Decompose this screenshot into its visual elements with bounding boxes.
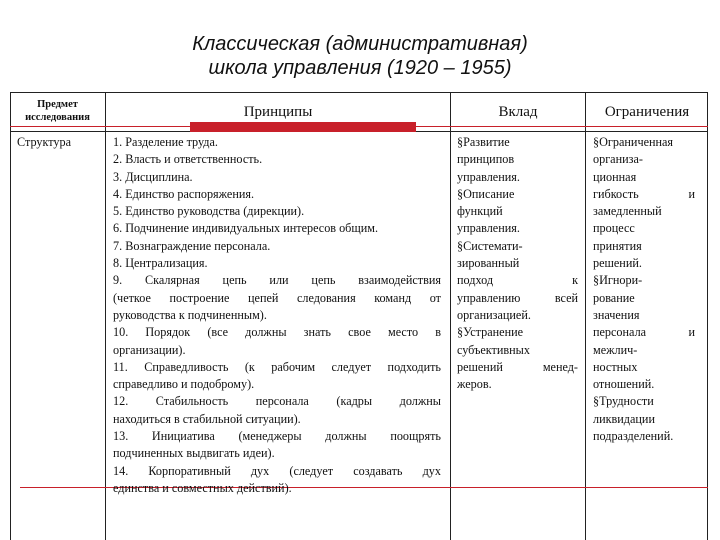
- contribution-line: управлению всей: [457, 290, 578, 305]
- principles-line: 4. Единство распоряжения.: [113, 186, 255, 201]
- red-accent-bar: [190, 122, 416, 132]
- principles-line: 7. Вознаграждение персонала.: [113, 238, 271, 253]
- limitations-line: персонала и: [593, 325, 695, 340]
- limitations-line: отношений.: [593, 377, 655, 392]
- limitations-line: рование: [593, 290, 635, 305]
- contribution-line: §Системати-: [457, 238, 523, 253]
- principles-line: 6. Подчинение индивидуальных интересов общим.: [113, 221, 379, 236]
- contribution-line: §Устранение: [457, 325, 524, 340]
- title-line-1: Классическая (административная): [192, 33, 528, 55]
- principles-line: 14. Корпоративный дух (следует создавать дух: [113, 463, 441, 478]
- header-principles: Принципы: [243, 104, 313, 120]
- limitations-line: принятия: [593, 238, 642, 253]
- principles-line: единства и совместных действий).: [113, 480, 292, 495]
- principles-line: 9. Скалярная цепь или цепь взаимодействия: [113, 273, 441, 288]
- limitations-line: межлич-: [593, 342, 638, 357]
- header-subject: Предмет исследования: [25, 99, 90, 123]
- limitations-line: подразделений.: [593, 429, 674, 444]
- principles-line: подчиненных выдвигать идеи).: [113, 446, 275, 461]
- principles-line: 10. Порядок (все должны знать свое место в: [113, 325, 441, 340]
- limitations-list: [593, 134, 695, 445]
- contribution-line: решений менед-: [457, 359, 578, 374]
- limitations-line: §Игнори-: [593, 273, 643, 288]
- limitations-line: ностных: [593, 359, 638, 374]
- principles-line: 8. Централизация.: [113, 256, 208, 271]
- contribution-line: управления.: [457, 169, 520, 184]
- column-divider-2: [450, 92, 451, 540]
- contribution-line: организацией.: [457, 307, 531, 322]
- column-divider-1: [105, 92, 106, 540]
- slide-title: [0, 32, 720, 80]
- contribution-line: подход к: [457, 273, 578, 288]
- column-divider-3: [585, 92, 586, 540]
- principles-line: организации).: [113, 342, 186, 357]
- principles-line: 3. Дисциплина.: [113, 169, 193, 184]
- contribution-line: жеров.: [457, 377, 492, 392]
- principles-line: 5. Единство руководства (дирекции).: [113, 204, 305, 219]
- principles-line: (четкое построение цепей следования команд от: [113, 290, 441, 305]
- principles-line: 11. Справедливость (к рабочим следует подходить: [113, 359, 441, 374]
- contribution-line: зированный: [457, 256, 520, 271]
- limitations-line: значения: [593, 307, 640, 322]
- limitations-line: решений.: [593, 256, 642, 271]
- principles-line: справедливо и подоброму).: [113, 377, 255, 392]
- contribution-line: субъективных: [457, 342, 530, 357]
- limitations-line: гибкость и: [593, 186, 695, 201]
- contribution-list: [457, 134, 578, 393]
- limitations-line: процесс: [593, 221, 635, 236]
- title-line-2: школа управления (1920 – 1955): [208, 57, 512, 79]
- contribution-line: §Развитие: [457, 135, 510, 149]
- header-contribution: Вклад: [498, 104, 538, 120]
- principles-line: 2. Власть и ответственность.: [113, 152, 263, 167]
- limitations-line: организа-: [593, 152, 643, 167]
- limitations-line: §Трудности: [593, 394, 654, 409]
- principles-line: 13. Инициатива (менеджеры должны поощрять: [113, 429, 441, 444]
- contribution-line: функций: [457, 204, 503, 219]
- subject-value: Структура: [17, 135, 71, 149]
- limitations-line: ликвидации: [593, 411, 655, 426]
- principles-line: находиться в стабильной ситуации).: [113, 411, 301, 426]
- principles-list: [113, 134, 441, 497]
- limitations-line: ционная: [593, 169, 637, 184]
- principles-line: руководства к подчиненным).: [113, 307, 267, 322]
- principles-line: 1. Разделение труда.: [113, 135, 218, 149]
- principles-line: 12. Стабильность персонала (кадры должны: [113, 394, 441, 409]
- header-limitations: Ограничения: [604, 104, 690, 120]
- contribution-line: принципов: [457, 152, 515, 167]
- contribution-line: управления.: [457, 221, 520, 236]
- limitations-line: §Ограниченная: [593, 135, 674, 149]
- contribution-line: §Описание: [457, 186, 515, 201]
- limitations-line: замедленный: [593, 204, 662, 219]
